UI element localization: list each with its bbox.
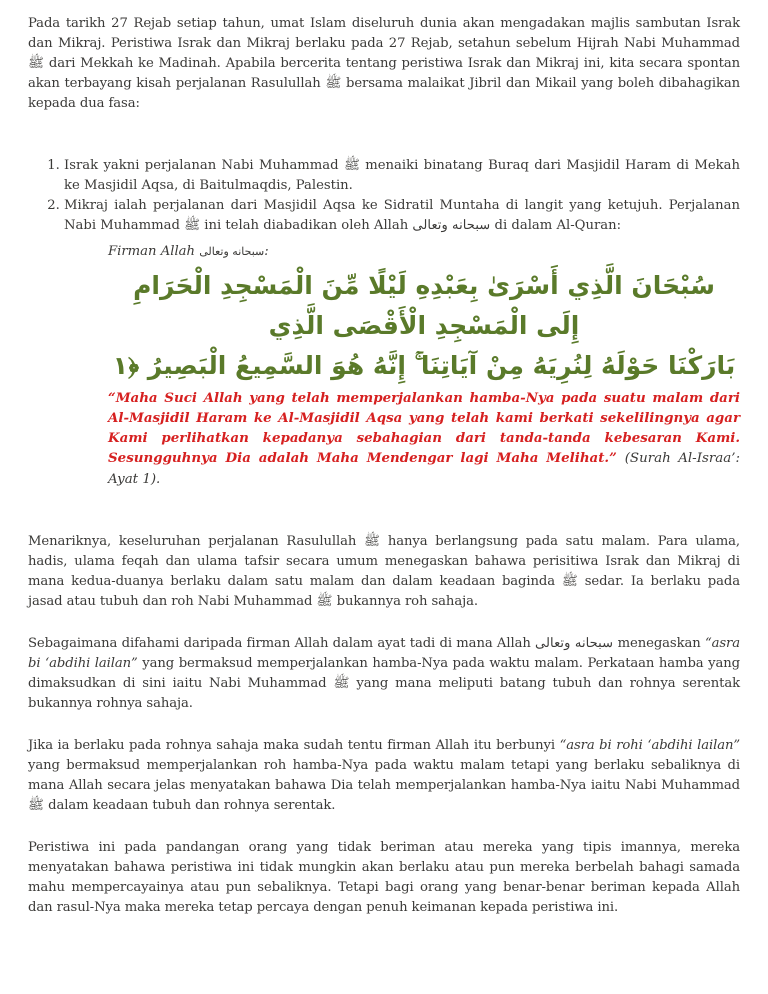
spacer (28, 816, 740, 838)
p4-text-b: yang bermaksud memperjalankan roh hamba-Nya pada waktu malam tetapi yang berlaku sebaliknya di mana Allah secara jelas menyatakan bahawa Dia telah memperjalankan hamba-Nya iaitu Nabi Muhammad ﷺ dalam keadaan tubuh dan rohnya serentak. (28, 758, 740, 813)
list-item-israk: 1. Israk yakni perjalanan Nabi Muhammad ﷺ menaiki binatang Buraq dari Masjidil Haram di Mekah ke Masjidil Aqsa, di Baitulmaqdis, Palestin. (64, 156, 740, 196)
verse-translation (108, 388, 740, 490)
p3-term: “asra bi ‘abdihi lailan” (28, 636, 741, 671)
p4-term: “asra bi rohi ‘abdihi lailan” (559, 738, 741, 753)
firman-colon: : (264, 244, 269, 259)
firman-arabic-honorific: سبحانه وتعالى (199, 245, 265, 258)
article-body (28, 14, 740, 918)
p3-text-b: yang bermaksud memperjalankan hamba-Nya pada waktu malam. Perkataan hamba yang dimaksudkan di sini iaitu Nabi Muhammad ﷺ yang mana meliputi batang tubuh dan rohnya serentak bukannya rohnya sahaja. (28, 656, 740, 711)
list-item-mikraj: 2. Mikraj ialah perjalanan dari Masjidil Aqsa ke Sidratil Muntaha di langit yang ketujuh. Perjalanan Nabi Muhammad ﷺ ini telah diabadikan oleh Allah سبحانه وتعالى di dalam Al-Quran: (64, 196, 740, 236)
p3-text-a: Sebagaimana difahami daripada firman Allah dalam ayat tadi di mana Allah سبحانه وتعالى menegaskan (28, 636, 705, 651)
spacer (28, 114, 740, 156)
paragraph-asra-meaning (28, 634, 740, 714)
arabic-verse-line-2: بَارَكْنَا حَوْلَهُ لِنُرِيَهُ مِنْ آيَاتِنَا ۚ إِنَّهُ هُوَ السَّمِيعُ الْبَصِيرُ ﴿١ (112, 351, 736, 380)
paragraph-belief: Peristiwa ini pada pandangan orang yang tidak beriman atau mereka yang tipis imannya, mereka menyatakan bahawa peristiwa ini tidak mungkin akan berlaku atau pun mereka berbelah bahagi samada mahu mempercayainya atau pun sebaliknya. Tetapi bagi orang yang benar-benar beriman kepada Allah dan rasul-Nya maka mereka tetap percaya dengan penuh keimanan kepada peristiwa ini. (28, 840, 740, 915)
paragraph-one-night: Menariknya, keseluruhan perjalanan Rasulullah ﷺ hanya berlangsung pada satu malam. Para ulama, hadis, ulama feqah dan ulama tafsir secara umum menegaskan bahawa perisitiwa Israk dan Mikraj di mana kedua-duanya berlaku dalam satu malam dan dalam keadaan baginda ﷺ sedar. Ia berlaku pada jasad atau tubuh dan roh Nabi Muhammad ﷺ bukannya roh sahaja. (28, 534, 740, 609)
spacer (28, 612, 740, 634)
firman-allah-label (108, 242, 740, 262)
arabic-verse (108, 266, 740, 386)
firman-label-text: Firman Allah (108, 244, 196, 259)
spacer (28, 714, 740, 736)
arabic-verse-line-1: سُبْحَانَ الَّذِي أَسْرَىٰ بِعَبْدِهِ لَيْلًا مِّنَ الْمَسْجِدِ الْحَرَامِ إِلَى الْمَسْجِدِ الْأَقْصَى الَّذِي (133, 271, 715, 340)
spacer (28, 490, 740, 532)
intro-paragraph: Pada tarikh 27 Rejab setiap tahun, umat Islam diseluruh dunia akan mengadakan majlis sambutan Israk dan Mikraj. Peristiwa Israk dan Mikraj berlaku pada 27 Rejab, setahun sebelum Hijrah Nabi Muhammad ﷺ dari Mekkah ke Madinah. Apabila bercerita tentang peristiwa Israk dan Mikraj ini, kita secara spontan akan terbayang kisah perjalanan Rasulullah ﷺ bersama malaikat Jibril dan Mikail yang boleh dibahagikan kepada dua fasa: (28, 16, 740, 111)
verse-reference: (Surah Al-Israa’: Ayat 1). (108, 451, 741, 487)
p4-text-a: Jika ia berlaku pada rohnya sahaja maka sudah tentu firman Allah itu berbunyi (28, 738, 560, 753)
journey-phases-list (28, 156, 740, 236)
paragraph-roh-argument (28, 736, 740, 816)
translation-text: “Maha Suci Allah yang telah memperjalankan hamba-Nya pada suatu malam dari Al-Masjidil Haram ke Al-Masjidil Aqsa yang telah kami berkati sekelilingnya agar Kami perlihatkan kepadanya sebahagian dari tanda-tanda kebesaran Kami. Sesungguhnya Dia adalah Maha Mendengar lagi Maha Melihat.” (108, 390, 740, 466)
quran-quote-block (108, 242, 740, 490)
